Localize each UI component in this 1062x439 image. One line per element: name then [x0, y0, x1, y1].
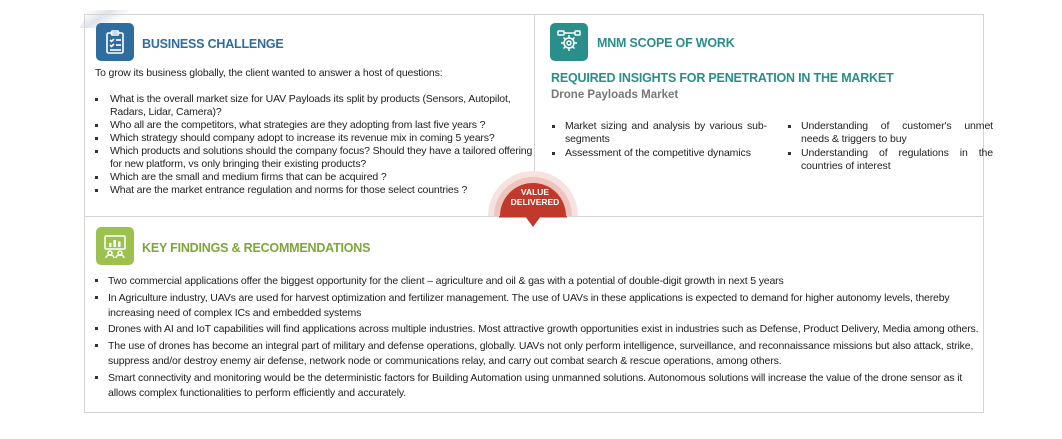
finding-item: Smart connectivity and monitoring would be the deterministic factors for Building Automation using unmanned solutions. Autonomous solutions will increase the value of the drone sensor as it allows complex functionalities to perform efficiently and accurately. — [108, 371, 992, 401]
scope-subtitle: REQUIRED INSIGHTS FOR PENETRATION IN THE MARKET — [551, 71, 894, 85]
scope-item: Understanding of regulations in the countries of interest — [801, 147, 993, 172]
question-item: Which products and solutions should the company focus? Should they have a tailored offering for new platform, vs only bringing their existing products? — [108, 145, 540, 171]
presentation-chart-icon — [96, 227, 134, 265]
clipboard-checklist-icon — [96, 23, 134, 61]
findings-title: KEY FINDINGS & RECOMMENDATIONS — [142, 241, 371, 255]
scope-item: Understanding of customer's unmet needs & triggers to buy — [801, 120, 993, 145]
findings-list — [93, 274, 992, 403]
scope-title: MNM SCOPE OF WORK — [597, 36, 735, 50]
business-challenge-intro: To grow its business globally, the client wanted to answer a host of questions: — [95, 67, 443, 79]
finding-item: The use of drones has become an integral part of military and defense operations, globally. UAVs not only perform intelligence, surveillance, and reconnaissance missions but also attack, strike, suppress and/or destroy enemy air defense, network node or communications relay, and carry out combat search & rescue operations, among others. — [108, 339, 992, 369]
scope-item: Assessment of the competitive dynamics — [565, 147, 767, 160]
scope-list-left — [550, 120, 767, 161]
question-item: Which strategy should company adopt to increase its revenue mix in coming 5 years? — [108, 132, 540, 145]
question-item: Which are the small and medium firms that can be acquired ? — [108, 171, 540, 184]
finding-item: Two commercial applications offer the biggest opportunity for the client – agriculture and oil & gas with a potential of double-digit growth in next 5 years — [108, 274, 992, 289]
question-item: What are the market entrance regulation and norms for those select countries ? — [108, 184, 540, 197]
scope-list-right — [786, 120, 993, 174]
question-list — [93, 93, 540, 197]
finding-item: Drones with AI and IoT capabilities will find applications across multiple industries. Most attractive growth opportunities exist in industries such as Defense, Product Delivery, Media among others. — [108, 322, 992, 337]
gear-network-icon — [550, 23, 588, 61]
value-delivered-label — [507, 187, 563, 207]
business-challenge-title: BUSINESS CHALLENGE — [142, 37, 284, 51]
question-item: What is the overall market size for UAV Payloads its split by products (Sensors, Autopilot, Radars, Lidar, Camera)? — [108, 93, 540, 119]
scope-market-name: Drone Payloads Market — [551, 89, 679, 101]
scope-item: Market sizing and analysis by various sub-segments — [565, 120, 767, 145]
finding-item: In Agriculture industry, UAVs are used for harvest optimization and fertilizer management. The use of UAVs in these applications is expected to demand for higher autonomy levels, thereby increasing need of complex ICs and embedded systems — [108, 291, 992, 321]
value-label-line2: DELIVERED — [510, 197, 560, 207]
value-label-line1: VALUE — [520, 187, 550, 197]
question-item: Who all are the competitors, what strategies are they adopting from last five years ? — [108, 119, 540, 132]
